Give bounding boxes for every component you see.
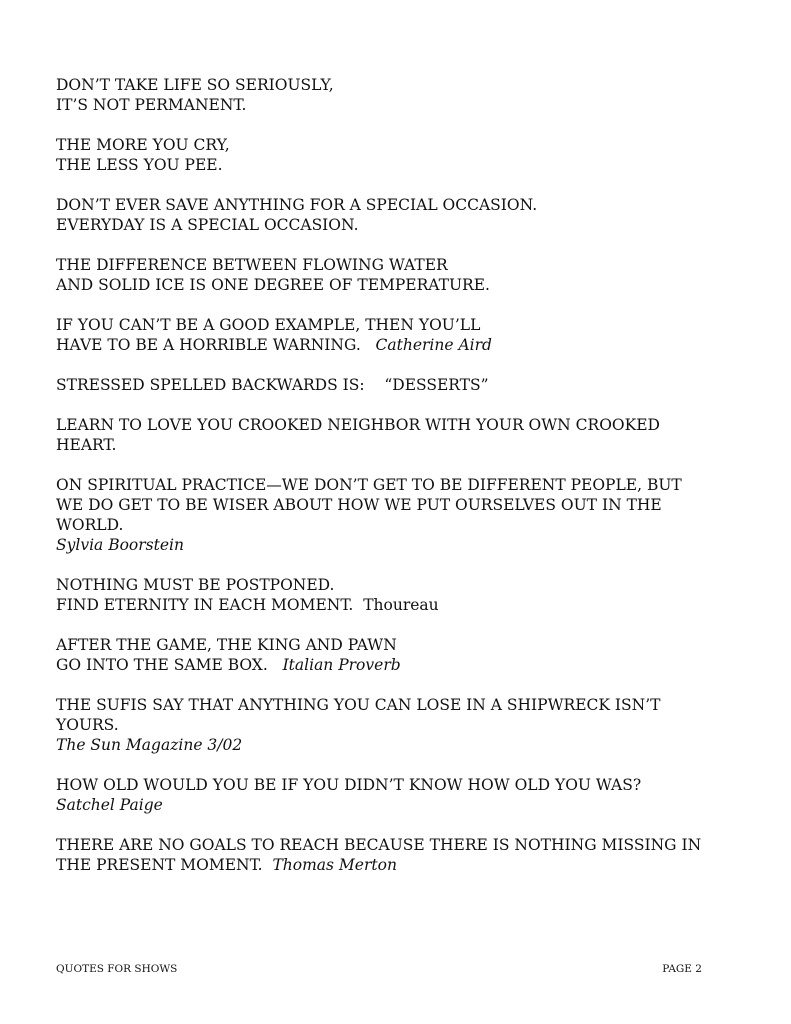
quote-line: WE DO GET TO BE WISER ABOUT HOW WE PUT OURSELVES OUT IN THE [56,496,662,514]
quote-line: HEART. [56,436,117,454]
quote-line: AND SOLID ICE IS ONE DEGREE OF TEMPERATURE. [56,276,490,294]
quote-attribution: Thoureau [363,596,439,614]
quote-line: THE DIFFERENCE BETWEEN FLOWING WATER [56,256,448,274]
page-footer [56,963,702,975]
quote-10 [56,635,746,675]
quote-text: FIND ETERNITY IN EACH MOMENT. [56,596,354,614]
quote-line: NOTHING MUST BE POSTPONED. [56,576,335,594]
footer-title: QUOTES FOR SHOWS [56,963,178,975]
quote-attribution: Sylvia Boorstein [56,536,184,554]
quote-attribution: The Sun Magazine 3/02 [56,736,243,754]
quote-text: “DESSERTS” [384,376,489,394]
quote-12 [56,775,746,815]
quote-line: THERE ARE NO GOALS TO REACH BECAUSE THERE IS NOTHING MISSING IN [56,836,702,854]
quote-attribution: Satchel Paige [56,796,163,814]
quote-text: STRESSED SPELLED BACKWARDS IS: [56,376,365,394]
quote-line: LEARN TO LOVE YOU CROOKED NEIGHBOR WITH YOUR OWN CROOKED [56,416,660,434]
quote-line: THE MORE YOU CRY, [56,136,230,154]
quote-1 [56,75,746,115]
quote-9 [56,575,746,615]
quote-attribution: Italian Proverb [282,656,401,674]
quote-attribution: Thomas Merton [272,856,397,874]
quote-line: IF YOU CAN’T BE A GOOD EXAMPLE, THEN YOU’LL [56,316,481,334]
quote-text: HAVE TO BE A HORRIBLE WARNING. [56,336,361,354]
quote-line: DON’T EVER SAVE ANYTHING FOR A SPECIAL OCCASION. [56,196,538,214]
quote-13 [56,835,746,875]
quote-8 [56,475,746,555]
quote-line: YOURS. [56,716,119,734]
quote-3 [56,195,746,235]
quote-6 [56,375,746,395]
quote-2 [56,135,746,175]
page-number: PAGE 2 [662,963,702,975]
quote-line: DON’T TAKE LIFE SO SERIOUSLY, [56,76,334,94]
quote-line: THE LESS YOU PEE. [56,156,223,174]
quote-line-with-attribution [56,595,746,615]
quote-7 [56,415,746,455]
quote-text: THE PRESENT MOMENT. [56,856,263,874]
quote-line: WORLD. [56,516,124,534]
quote-text: GO INTO THE SAME BOX. [56,656,268,674]
quote-line: ON SPIRITUAL PRACTICE—WE DON’T GET TO BE DIFFERENT PEOPLE, BUT [56,476,682,494]
quote-5 [56,315,746,355]
quote-4 [56,255,746,295]
quote-line: AFTER THE GAME, THE KING AND PAWN [56,636,397,654]
quote-attribution: Catherine Aird [375,336,492,354]
quotes-list [56,75,746,895]
quote-line: IT’S NOT PERMANENT. [56,96,247,114]
quote-line: HOW OLD WOULD YOU BE IF YOU DIDN’T KNOW HOW OLD YOU WAS? [56,776,642,794]
quote-line: THE SUFIS SAY THAT ANYTHING YOU CAN LOSE IN A SHIPWRECK ISN’T [56,696,661,714]
quote-line-with-attribution [56,335,746,355]
quote-line-with-attribution [56,855,746,875]
quote-line: EVERYDAY IS A SPECIAL OCCASION. [56,216,359,234]
quote-line [56,375,746,395]
quote-11 [56,695,746,755]
quote-line-with-attribution [56,655,746,675]
